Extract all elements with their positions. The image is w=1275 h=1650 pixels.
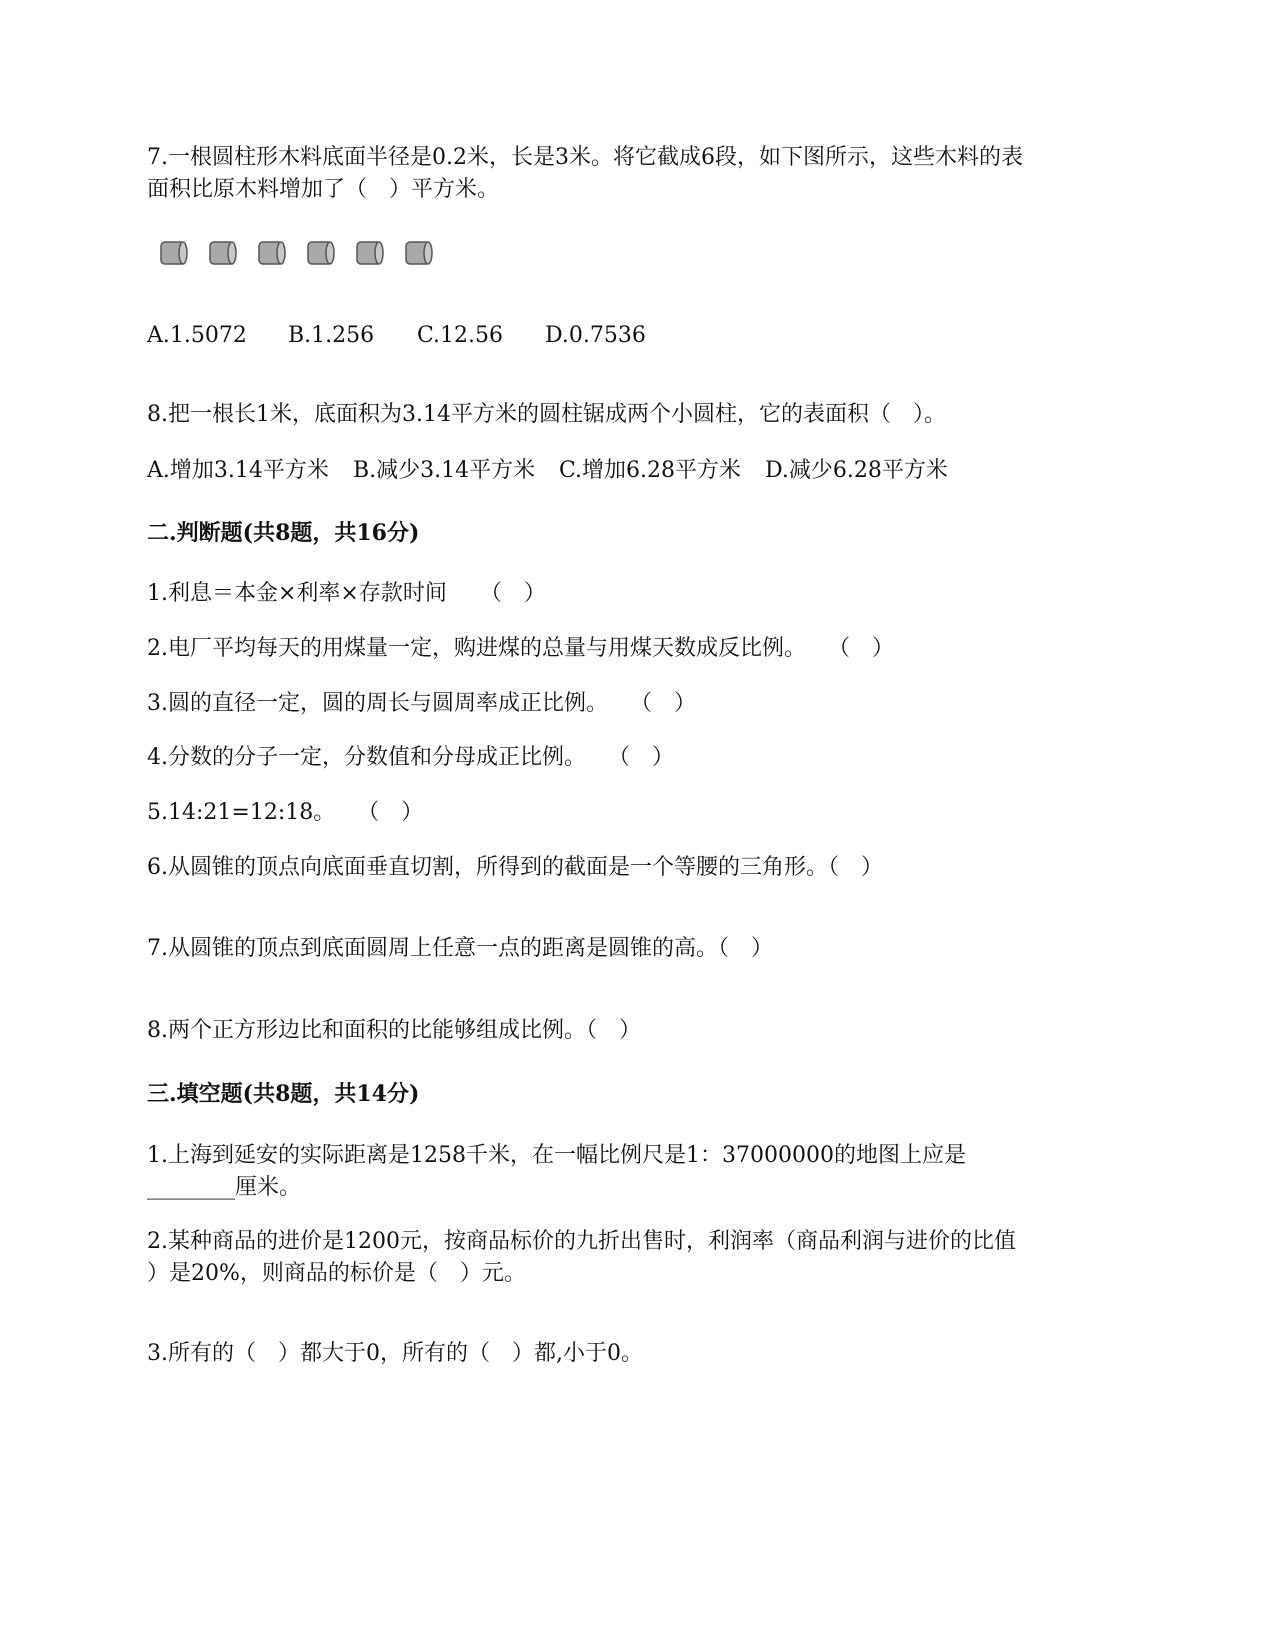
cylinder-piece-icon <box>403 240 435 266</box>
section3-q1-line1: 1.上海到延安的实际距离是1258千米，在一幅比例尺是1：37000000的地图上应是 <box>147 1143 966 1168</box>
section3-q1-line2: ________厘米。 <box>147 1175 302 1200</box>
cylinder-piece-icon <box>158 240 190 266</box>
section3-q3: 3.所有的（ ）都大于0，所有的（ ）都,小于0。 <box>147 1341 643 1366</box>
section2-item-7: 7.从圆锥的顶点到底面圆周上任意一点的距离是圆锥的高。（ ） <box>147 936 773 961</box>
cylinder-piece-icon <box>354 240 386 266</box>
q7-text-line1: 7.一根圆柱形木料底面半径是0.2米，长是3米。将它截成6段，如下图所示，这些木料的表 <box>147 145 1023 170</box>
section2-item-1: 1.利息＝本金×利率×存款时间 （ ） <box>147 581 546 606</box>
section2-item-2: 2.电厂平均每天的用煤量一定，购进煤的总量与用煤天数成反比例。 （ ） <box>147 636 894 661</box>
cylinder-piece-icon <box>305 240 337 266</box>
q7-option-a: A.1.5072 <box>147 323 247 348</box>
q7-option-b: B.1.256 <box>288 323 375 348</box>
q7-option-d: D.0.7536 <box>545 323 646 348</box>
q8-option-b: B.减少3.14平方米 <box>353 458 536 483</box>
q7-option-c: C.12.56 <box>417 323 504 348</box>
section2-heading: 二.判断题(共8题，共16分) <box>147 520 420 546</box>
section2-item-8: 8.两个正方形边比和面积的比能够组成比例。（ ） <box>147 1018 641 1043</box>
section2-item-4: 4.分数的分子一定，分数值和分母成正比例。 （ ） <box>147 745 674 770</box>
section3-q2-line1: 2.某种商品的进价是1200元，按商品标价的九折出售时，利润率（商品利润与进价的比值 <box>147 1229 1016 1254</box>
q8-option-d: D.减少6.28平方米 <box>765 458 948 483</box>
cylinder-piece-icon <box>256 240 288 266</box>
section2-item-3: 3.圆的直径一定，圆的周长与圆周率成正比例。 （ ） <box>147 691 696 716</box>
cylinder-piece-icon <box>207 240 239 266</box>
section3-q2-line2: ）是20%，则商品的标价是（ ）元。 <box>147 1261 526 1286</box>
section3-heading: 三.填空题(共8题，共14分) <box>147 1081 420 1107</box>
q8-text: 8.把一根长1米，底面积为3.14平方米的圆柱锯成两个小圆柱，它的表面积（ ）。 <box>147 402 946 427</box>
section2-item-5: 5.14:21=12:18。 （ ） <box>147 800 424 825</box>
section2-item-6: 6.从圆锥的顶点向底面垂直切割，所得到的截面是一个等腰的三角形。（ ） <box>147 855 883 880</box>
q8-option-a: A.增加3.14平方米 <box>147 458 329 483</box>
q7-text-line2: 面积比原木料增加了（ ）平方米。 <box>147 177 500 202</box>
q8-option-c: C.增加6.28平方米 <box>559 458 742 483</box>
